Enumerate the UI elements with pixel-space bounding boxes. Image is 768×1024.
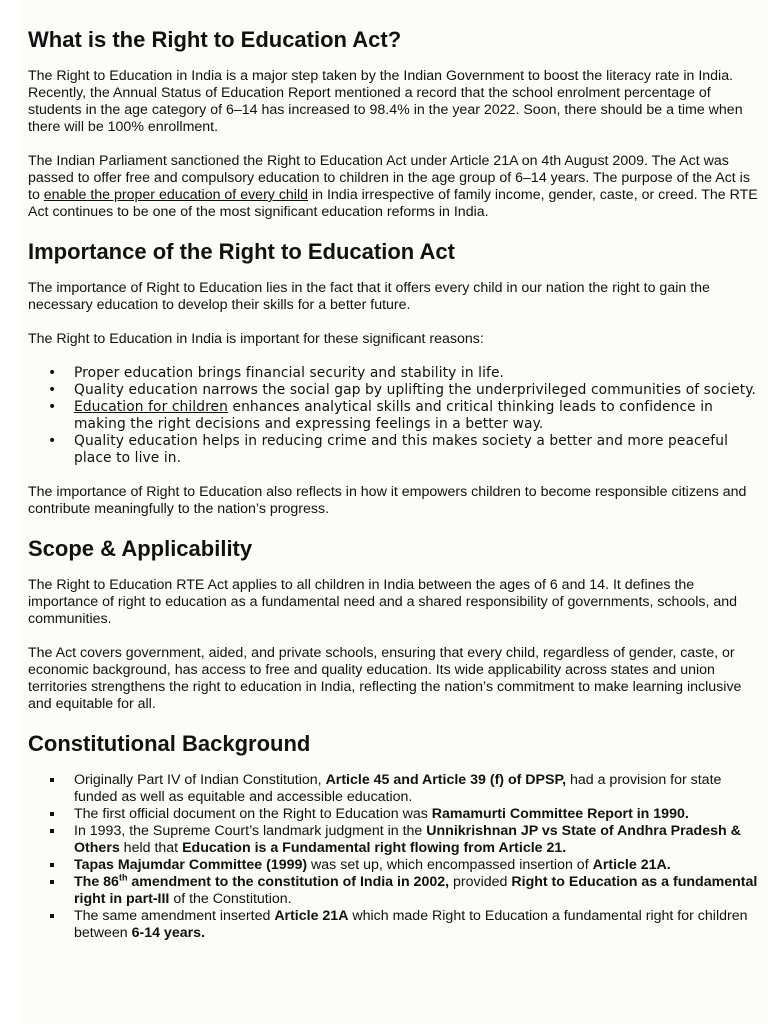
paragraph-empowers: The importance of Right to Education also reflects in how it empowers children to become responsible citizens and contribute meaningfully to the nation’s progress. (28, 484, 747, 517)
list-item-bold: 6-14 years. (131, 925, 205, 941)
paragraph-text: in India irrespective of family income, gender, caste, or creed. The RTE Act continues to be one of the most significant education reforms in India. (28, 187, 758, 220)
list-item-bold: Education is a Fundamental right flowing from Article 21. (182, 840, 567, 856)
heading-constitutional-background: Constitutional Background (28, 731, 311, 756)
heading-what-is-rte: What is the Right to Education Act? (28, 27, 402, 52)
paragraph-text: The Indian Parliament sanctioned the Right to Education Act under Article 21A on 4th August 2009. The Act was passed to offer free and compulsory education to children in the age group of 6–14 years. The purpose of the Act is to (28, 153, 750, 203)
list-item-text: The same amendment inserted (74, 908, 275, 924)
paragraph-rte-intro: The Right to Education in India is a major step taken by the Indian Government to boost the literacy rate in India. Recently, the Annual Status of Education Report mentioned a record that the school enrolment percentage of students in the age category of 6–14 has increased to 98.4% in the year 2022. Soon, there should be a time when there will be 100% enrollment. (28, 68, 743, 135)
paragraph-importance: The importance of Right to Education lies in the fact that it offers every child in our nation the right to gain the necessary education to develop their skills for a better future. (28, 280, 710, 313)
list-item-bold: Ramamurti Committee Report in 1990. (431, 806, 689, 822)
paragraph-rte-parliament (28, 153, 758, 221)
list-item-text: held that (119, 840, 183, 856)
paragraph-reasons-intro: The Right to Education in India is important for these significant reasons: (28, 331, 484, 347)
list-item (28, 857, 758, 874)
list-item-bold: Article 21A (274, 908, 349, 924)
list-item (28, 772, 758, 806)
list-item-text: of the Constitution. (169, 891, 292, 907)
list-item (28, 806, 758, 823)
list-item: • Quality education narrows the social gap by uplifting the underprivileged communities of society. (28, 382, 758, 399)
list-item-text: enhances analytical skills and critical thinking leads to confidence in making the right decisions and expressing feelings in a better way. (74, 399, 714, 432)
list-item-text: was set up, which encompassed insertion of (307, 857, 593, 873)
heading-scope: Scope & Applicability (28, 536, 253, 561)
list-item-bold: Unnikrishnan JP vs State of Andhra Pradesh & Others (74, 823, 741, 856)
list-item-text: had a provision for state funded as well as equitable and accessible education. (74, 772, 722, 805)
superscript: th (118, 872, 128, 883)
list-item-text: The first official document on the Right to Education was (74, 806, 432, 822)
list-item (28, 823, 758, 857)
list-item-bold: Article 21A. (592, 857, 671, 873)
list-item-bold: Tapas Majumdar Committee (1999) (74, 857, 308, 873)
list-item (28, 874, 758, 908)
list-item (28, 399, 758, 433)
article-content (28, 0, 758, 942)
list-item-text: In 1993, the Supreme Court’s landmark judgment in the (74, 823, 427, 839)
list-item-text: Originally Part IV of Indian Constitution, (74, 772, 326, 788)
heading-importance: Importance of the Right to Education Act (28, 239, 455, 264)
list-item: • Quality education helps in reducing crime and this makes society a better and more peaceful place to live in. (28, 433, 758, 467)
constitutional-list (28, 772, 758, 942)
education-for-children-link[interactable]: Education for children (74, 399, 228, 415)
paragraph-scope-ages: The Right to Education RTE Act applies to all children in India between the ages of 6 and 14. It defines the importance of right to education as a fundamental need and a shared responsibility of governments, schools, and communities. (28, 577, 738, 627)
list-item-text: The 86 (74, 874, 119, 890)
reasons-list (28, 365, 758, 467)
article-page (20, 0, 768, 1024)
list-item-text: amendment to the constitution of India in 2002, (127, 874, 450, 890)
paragraph-scope-schools: The Act covers government, aided, and private schools, ensuring that every child, regardless of gender, caste, or economic background, has access to free and quality education. Its wide applicability across states and union territories strengthens the right to education in India, reflecting the nation’s commitment to make learning inclusive and equitable for all. (28, 645, 742, 712)
list-item-bold: Right to Education as a fundamental right in part-III (74, 874, 758, 907)
list-item: • Proper education brings financial security and stability in life. (28, 365, 758, 382)
proper-education-link[interactable]: enable the proper education of every child (43, 187, 309, 203)
list-item-text: which made Right to Education a fundamental right for children between (74, 908, 748, 941)
list-item-bold (74, 874, 449, 890)
list-item-text: provided (449, 874, 512, 890)
list-item (28, 908, 758, 942)
list-item-bold: Article 45 and Article 39 (f) of DPSP, (325, 772, 567, 788)
